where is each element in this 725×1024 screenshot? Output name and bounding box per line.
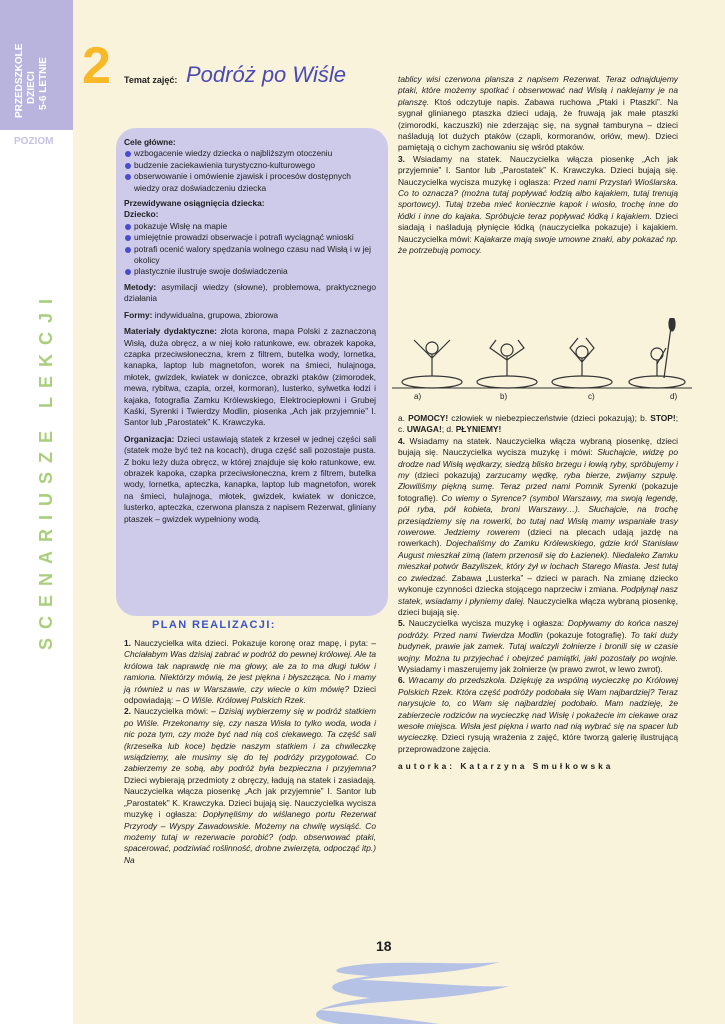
outcomes-list xyxy=(124,221,376,278)
step-text: Dzieci rysują wrażenia z zajęć, które tworzą galerię ilustrującą przeprowadzone zajęcia. xyxy=(398,732,678,754)
sign-name: POMOCY! xyxy=(408,413,449,423)
forms-label: Formy: xyxy=(124,309,153,320)
list-item: obserwowanie i omówienie zjawisk i procesów dostępnych wiedzy oraz doświadczeniu dziecka xyxy=(124,171,376,194)
list-item: umiejętnie prowadzi obserwacje i potrafi wyciągnąć wnioski xyxy=(124,232,376,243)
plan-right-column-lower xyxy=(398,413,678,773)
step-dialogue: tablicy wisi czerwona plansza z napisem Rezerwat. Teraz odnajdujemy ptaki, które możemy spotkać i obserwować nad Wisłą i naklejamy je na planszę. xyxy=(398,74,678,107)
forms xyxy=(124,310,376,321)
illustration-label-d: d) xyxy=(670,392,678,401)
step-dialogue: To taki duży budynek, prawie jak zamek. Tutaj walczyli żołnierze i bronili się w czasie wojny. Można tu przyjechać i obejrzeć pamiątki, jaki pozostały po wojnie. xyxy=(398,629,678,663)
step-text: Zabawa „Lusterka” – dzieci w parach. Na zmianę dziecko wykonuje czynności dziecka stojącego naprzeciw i zmiana. xyxy=(398,572,679,595)
kayaker-a-figure xyxy=(402,340,462,388)
step-text: Dzieci wybierają przedmioty z obręczy, ładują na statek i zasiadają. Nauczycielka włącza piosenkę „Ach jak przyjemnie” I. Santor lub „Parostatek” K. Krawczyka. Dzieci bujają się. Nauczycielka wycisza muzykę i ogłasza: xyxy=(124,774,376,820)
step-text: (pokazuje fotografię). xyxy=(398,481,678,503)
sidebar-line-1: PRZEDSZKOLE xyxy=(14,43,25,118)
step-6 xyxy=(398,675,678,755)
step-dialogue: Dojechaliśmy do Zamku Królewskiego, gdzie król Stanisław August mieszkał zimą (latem przenosił się do Łazienek). Niedaleko Zamku mieszkał potwór Bazyliszek, który żył w lochach Starego Miasta. Jest tutaj co zwiedzać. xyxy=(398,538,678,583)
step-text: Nauczycielka mówi: xyxy=(133,706,209,717)
step-2-cont xyxy=(398,74,678,154)
step-text: Ktoś odczytuje napis. Zabawa ruchowa „Ptaki i Ptaszki”. Na sygnał glinianego ptaszka dzieci udają, że fruwają jak małe ptaszki (zimorodki, kaczuszki) nie zderzając się, na sygnał tamburyna – dzieci naśladują lot dużych ptaków (czapli, kormoranów, orłów, mew). Dzieci pamiętają o cichym zachowaniu się wśród ptaków. xyxy=(398,96,679,153)
step-number: 1. xyxy=(124,638,131,648)
kayaker-d-figure xyxy=(629,318,685,388)
sidebar-category xyxy=(4,18,64,118)
materials-label: Materiały dydaktyczne: xyxy=(124,326,217,337)
step-dialogue: Podpłynął nasz statek, wsiadamy i płyniemy dalej. xyxy=(398,584,678,606)
materials xyxy=(124,326,376,429)
goals-list xyxy=(124,148,376,194)
step-dialogue: Co wiemy o Syrence? (symbol Warszawy, ma swoją legendę, pół ryba, pół kobieta, broni Warszawy…). Słuchajcie, na trochę przesiądziemy się na rowerki, bo tutaj nad Wisłą mamy wspaniałe trasy rowerowe. Jedziemy rowerem xyxy=(398,492,679,538)
organization-label: Organizacja: xyxy=(124,433,175,444)
step-5 xyxy=(398,618,678,675)
step-number: 2. xyxy=(124,706,131,717)
step-dialogue: – Dzisiaj wybierzemy się w podróż statkiem po Wiśle. Przekonamy się, czy nasza Wisła to tylko woda, woda i nic poza tym, czy może być nad nią coś ciekawego. Ta część sali (krzesełka lub koce) będzie naszym statkiem i za chwileczkę wsiądziemy, ale musimy się do tej podróży przygotować. Co zabierzemy ze sobą, aby podróż była bezpieczna i przyjemna? xyxy=(124,706,376,774)
list-item: potrafi ocenić walory spędzania wolnego czasu nad Wisłą i w jej okolicy xyxy=(124,244,376,267)
step-text: (pokazuje fotografię). xyxy=(546,629,627,640)
goals-heading: Cele główne: xyxy=(124,137,176,147)
step-dialogue: Dopłynęliśmy do wiślanego portu Rezerwat Przyrody – Wyspy Zawadowskie. Możemy na chwilę wysiąść. Co możemy tutaj w rezerwacie porobić? (odp. obserwować ptaki, spacerować, podziwiać roślinność, drobne zwierzęta, odpocząć itp.) Na xyxy=(124,809,376,865)
step-4 xyxy=(398,436,678,619)
step-text: (dzieci pokazują) xyxy=(414,470,481,481)
organization-text: Dzieci ustawiają statek z krzeseł w jednej części sali (statek może być też na kocach), druga część sali pozostaje pusta. Z boku leży duża obręcz, w której znajduje się koło ratunkowe, ew. obrazek kapoka, czapka przeciwsłoneczna, krem z filtrem, butelka wody, lornetka, apteczka, kanapka, laptop lub magnetofon, worek na śmieci, hulajnoga, młotek, gwizdek, kwiatek w doniczce, lusterko, apteczka, czerwona plansza z napisem Rezerwat, gliniany ptaszek – gwizdek wypełniony wodą. xyxy=(124,433,376,524)
step-dialogue: zarzucamy wędkę, ryba bierze, zwijamy szpulę. Złowiliśmy piękną sumę. Teraz przed nami Pomnik Syrenki xyxy=(398,470,679,492)
kayak-signs-illustration xyxy=(392,318,692,408)
river-wave-decoration xyxy=(280,958,530,1024)
sign-letter: ; d. xyxy=(441,424,454,435)
step-dialogue: Przed nami Przystań Wioślarska. Co to oznacza? (można tutaj popływać łodzią albo kajakiem, tutaj trenują sportowcy). Tutaj trzeba mieć koniecznie kapok i wiosło, trochę inne do łódki i inne do kajaka. Spróbujcie teraz popływać łódką i kajakiem. xyxy=(398,176,678,221)
methods-label: Metody: xyxy=(124,281,157,292)
page-title: Podróż po Wiśle xyxy=(186,62,346,87)
sidebar-line-3: 5-6 LETNIE xyxy=(38,57,49,110)
kayak-signs xyxy=(398,413,678,436)
methods-text: asymilacji wiedzy (słowne), problemowa, praktycznego działania xyxy=(124,281,376,304)
sidebar xyxy=(0,0,73,1024)
step-text: Dzieci odpowiadają: xyxy=(124,683,377,706)
author-credit: autorka: Katarzyna Smułkowska xyxy=(398,761,614,772)
illustration-label-c: c) xyxy=(588,392,595,401)
lesson-info xyxy=(124,137,376,530)
plan-right-column xyxy=(398,74,678,257)
step-text: Wysiadamy i maszerujemy jak żołnierze (w prawo zwrot, w lewo zwrot). xyxy=(398,663,663,674)
plan-left-column xyxy=(124,638,376,866)
sign-letter: a. xyxy=(398,413,405,423)
step-text: Nauczycielka włącza wybraną piosenkę, dzieci bujają się. xyxy=(398,595,678,617)
step-dialogue: – O Wiśle. Królowej Polskich Rzek. xyxy=(175,695,306,706)
step-text: Nauczycielka wycisza muzykę i ogłasza: xyxy=(408,618,565,629)
page-number: 18 xyxy=(376,938,392,954)
sign-letter: ; c. xyxy=(398,413,679,435)
kayaker-c-figure xyxy=(552,338,612,388)
forms-text: indywidualna, grupowa, zbiorowa xyxy=(154,309,279,320)
methods xyxy=(124,282,376,305)
materials-text: złota korona, mapa Polski z zaznaczoną Wisłą, duża obręcz, a w niej koło ratunkowe, ew. obrazek kapoka, czapka przeciwsłoneczna, krem z filtrem, butelka wody, lornetka, kanapka, laptop lub magnetofon, worek na śmieci, hulajnoga, młotek, gwizdek, kwiatek w doniczce, obrazki ptaków (zimorodek, mewa, rybitwa, czapla, orzeł, kormoran), lusterko, sylwetka łodzi i kajaka, fotografia Zamku Królewskiego, Elektrociepłowni i Grubej Kaśki, Syrenki i Twierdzy Modlin, piosenka „Ach jak przyjemnie” I. Santor lub „Parostatek” K. Krawczyka. xyxy=(124,326,376,428)
step-dialogue: Dopływamy do końca naszej podróży. Przed nami Twierdza Modlin xyxy=(398,618,679,640)
step-dialogue: Kajakarze mają swoje umowne znaki, aby pokazać np. że potrzebują pomocy. xyxy=(398,233,679,256)
sign-name: UWAGA! xyxy=(406,424,442,435)
organization xyxy=(124,434,376,525)
illustration-label-b: b) xyxy=(500,392,508,401)
step-text: Wsiadamy na statek. Nauczycielka włącza wybraną piosenkę, dzieci bujają się. Nauczycielka wycisza muzykę i mówi: xyxy=(398,435,678,458)
step-text: Wsiadamy na statek. Nauczycielka włącza piosenkę „Ach jak przyjemnie” I. Santor lub „Parostatek” K. Krawczyka. Dzieci bujają się. Nauczycielka wycisza muzykę i ogłasza: xyxy=(398,153,678,187)
lesson-number: 2 xyxy=(82,37,111,95)
step-number: 5. xyxy=(398,618,405,629)
illustration-label-a: a) xyxy=(414,392,422,401)
step-text: Nauczycielka wita dzieci. Pokazuje koronę oraz mapę, i pyta: xyxy=(134,638,369,648)
step-3 xyxy=(398,154,678,257)
step-text: Dzieci siadają i naśladują płynięcie łódką (nauczycielka pokazuje) i kajakiem. Nauczycielka mówi: xyxy=(398,210,678,244)
list-item: budzenie zaciekawienia turystyczno-kulturowego xyxy=(124,160,376,171)
sign-name: PŁYNIEMY! xyxy=(455,424,502,435)
kayaker-b-figure xyxy=(477,340,537,388)
step-text: (dzieci na plecach udają jazdę na rowerkach). xyxy=(398,527,678,549)
outcomes-heading: Przewidywane osiągnięcia dziecka: xyxy=(124,198,265,209)
list-item: pokazuje Wisłę na mapie xyxy=(124,221,376,232)
list-item: plastycznie ilustruje swoje doświadczenia xyxy=(124,266,376,277)
step-dialogue: Słuchajcie, widzę po drodze nad Wisłą wędkarzy, siedzą blisko brzegu i łowią ryby, spróbujemy i my xyxy=(398,447,678,481)
level-label: POZIOM xyxy=(14,136,54,147)
step-number: 6. xyxy=(398,675,405,686)
plan-heading: PLAN REALIZACJI: xyxy=(152,619,276,631)
sign-text: człowiek w niebezpieczeństwie (dzieci pokazują); b. xyxy=(451,413,648,423)
step-dialogue: Wracamy do przedszkola. Dziękuję za wspólną wycieczkę po Królowej Polskich Rzek. Która część podróży podobała się Wam najbardziej? Teraz narysujcie to, co Wam się najbardziej podobało. Mam nadzieję, że zabierzecie rodziców na wycieczkę nad Wisłę i pokażecie im ciekawe oraz wesołe miejsca. Wisła jest piękna i warto nad nią wybrać się na spacer lub wycieczkę. xyxy=(398,675,679,743)
outcomes-subheading: Dziecko: xyxy=(124,209,159,220)
step-1 xyxy=(124,638,376,706)
list-item: wzbogacenie wiedzy dziecka o najbliższym otoczeniu xyxy=(124,148,376,159)
step-number: 3. xyxy=(398,153,405,164)
sign-name: STOP! xyxy=(650,413,676,423)
step-dialogue: – Chciałabym Was dzisiaj zabrać w podróż do pewnej królowej. Ale ta królowa tak naprawdę nie ma głowy, ale za to ma długi tułów i ramiona. Niektórzy mówią, że jest piękna i błyszcząca. No i mamy ją również u nas w Warszawie, czy wiecie o kim mówię? xyxy=(124,638,377,694)
sidebar-line-2: DZIECI xyxy=(26,71,37,104)
step-number: 4. xyxy=(398,435,405,446)
step-2 xyxy=(124,706,376,866)
section-vertical-label: SCENARIUSZE LEKCJI xyxy=(36,289,56,650)
topic-label: Temat zajęć: xyxy=(124,75,178,85)
